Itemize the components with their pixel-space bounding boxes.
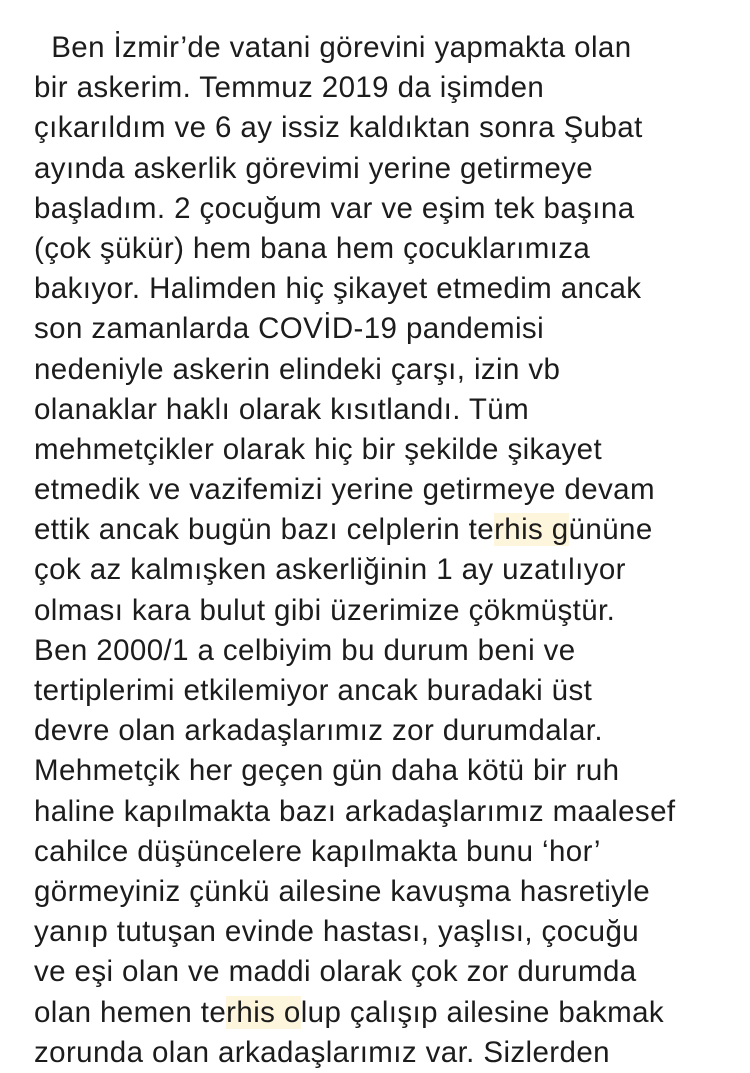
text-segment: haline kapılmakta bazı arkadaşlarımız maalesef: [34, 794, 676, 828]
text-segment: tertiplerimi etkilemiyor ancak buradaki üst: [34, 674, 593, 707]
text-line: [34, 792, 734, 832]
text-line: [34, 510, 734, 550]
text-segment: nedeniyle askerin elindeki çarşı, izin vb: [34, 352, 561, 386]
text-segment: Ben İzmir’de vatani görevini yapmakta olan: [34, 31, 632, 64]
text-segment: çok az kalmışken askerliğinin 1 ay uzatılıyor: [34, 553, 626, 587]
text-line: [34, 993, 734, 1033]
text-segment: olması kara bulut gibi üzerimize çökmüştür.: [34, 593, 616, 627]
text-segment: görmeyiniz çünkü ailesine kavuşma hasretiyle: [34, 874, 651, 908]
text-segment: bakıyor. Halimden hiç şikayet etmedim ancak: [34, 272, 642, 306]
text-segment: Ben 2000/1 a celbiyim bu durum beni ve: [34, 633, 576, 667]
text-line: [34, 671, 734, 711]
text-segment: mehmetçikler olarak hiç bir şekilde şikayet: [34, 432, 603, 466]
text-line: [34, 872, 734, 912]
text-line: [34, 912, 734, 952]
text-line: [34, 149, 734, 189]
text-line: [34, 430, 734, 470]
document-body: [34, 28, 734, 1073]
text-line: [34, 229, 734, 269]
text-line: [34, 631, 734, 671]
text-line: [34, 350, 734, 390]
text-segment: son zamanlarda COVİD-19 pandemisi: [34, 312, 545, 346]
text-line: [34, 68, 734, 108]
text-line: [34, 470, 734, 510]
text-segment: zorunda olan arkadaşlarımız var. Sizlerden: [34, 1035, 610, 1069]
text-line: [34, 28, 734, 68]
highlighted-text: rhis o: [226, 995, 301, 1029]
text-segment: ayında askerlik görevimi yerine getirmeye: [34, 151, 594, 185]
text-segment: lup çalışıp ailesine bakmak: [300, 995, 665, 1029]
text-segment: çıkarıldım ve 6 ay issiz kaldıktan sonra Şubat: [34, 111, 643, 145]
text-segment: ve eşi olan ve maddi olarak çok zor durumda: [34, 955, 637, 989]
text-line: [34, 108, 734, 148]
text-segment: (çok şükür) hem bana hem çocuklarımıza: [34, 231, 591, 265]
text-segment: bir askerim. Temmuz 2019 da işimden: [34, 71, 545, 105]
text-segment: ettik ancak bugün bazı celplerin te: [34, 513, 495, 547]
text-line: [34, 269, 734, 309]
text-segment: yanıp tutuşan evinde hastası, yaşlısı, çocuğu: [34, 915, 640, 949]
text-line: [34, 309, 734, 349]
text-line: [34, 1033, 734, 1073]
text-line: [34, 550, 734, 590]
text-segment: başladım. 2 çocuğum var ve eşim tek başına: [34, 191, 635, 225]
text-segment: ününe: [568, 513, 653, 547]
text-segment: cahilce düşüncelere kapılmakta bunu ‘hor’: [34, 834, 601, 868]
text-line: [34, 711, 734, 751]
text-line: [34, 591, 734, 631]
text-segment: devre olan arkadaşlarımız zor durumdalar.: [34, 714, 603, 748]
text-segment: Mehmetçik her geçen gün daha kötü bir ruh: [34, 754, 620, 788]
text-segment: olan hemen te: [34, 995, 227, 1029]
text-line: [34, 832, 734, 872]
text-segment: etmedik ve vazifemizi yerine getirmeye devam: [34, 473, 655, 507]
text-line: [34, 952, 734, 992]
highlighted-text: rhis g: [494, 513, 569, 547]
text-line: [34, 189, 734, 229]
text-segment: olanaklar haklı olarak kısıtlandı. Tüm: [34, 392, 530, 426]
text-line: [34, 390, 734, 430]
text-line: [34, 751, 734, 791]
